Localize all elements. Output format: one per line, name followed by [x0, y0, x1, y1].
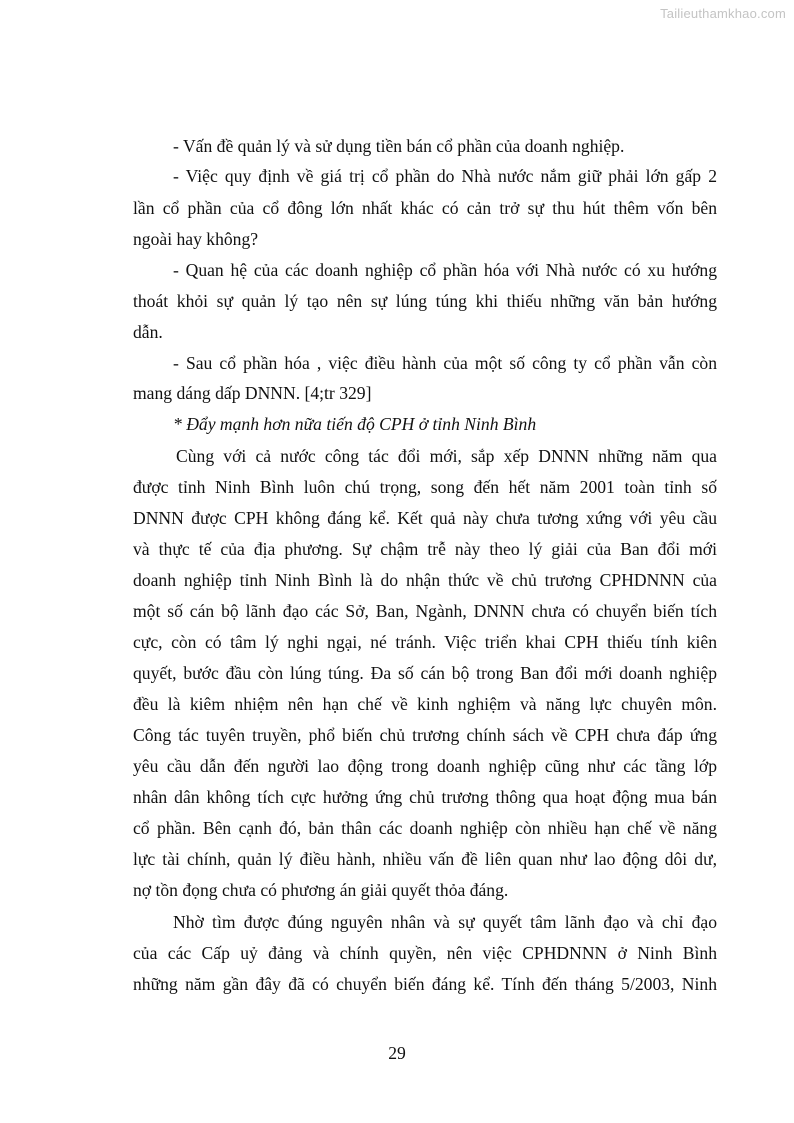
page-number: 29 — [388, 1043, 406, 1063]
text-line: nhân dân không tích cực hưởng ứng chủ trương thông qua hoạt động mua bán — [133, 787, 717, 807]
text-line: đều là kiêm nhiệm nên hạn chế về kinh nghiệm và năng lực chuyên môn. — [133, 694, 717, 714]
text-line: cổ phần. Bên cạnh đó, bản thân các doanh nghiệp còn nhiều hạn chế về năng — [133, 818, 717, 838]
text-line: cực, còn có tâm lý nghi ngại, né tránh. Việc triển khai CPH thiếu tính kiên — [133, 632, 717, 652]
text-line: nợ tồn đọng chưa có phương án giải quyết thỏa đáng. — [133, 880, 509, 900]
text-line: được tỉnh Ninh Bình luôn chú trọng, song đến hết năm 2001 toàn tỉnh số — [133, 477, 717, 497]
text-line: quyết, bước đầu còn lúng túng. Đa số cán bộ trong Ban đổi mới doanh nghiệp — [133, 663, 717, 683]
text-line: lực tài chính, quản lý điều hành, nhiều vấn đề liên quan như lao động dôi dư, — [133, 849, 717, 869]
text-line: - Sau cổ phần hóa , việc điều hành của một số công ty cổ phần vẫn còn — [173, 353, 717, 373]
text-line: doanh nghiệp tỉnh Ninh Bình là do nhận thức về chủ trương CPHDNNN của — [133, 570, 717, 590]
text-line: - Quan hệ của các doanh nghiệp cổ phần hóa với Nhà nước có xu hướng — [173, 260, 717, 280]
text-line: Công tác tuyên truyền, phổ biến chủ trương chính sách về CPH chưa đáp ứng — [133, 725, 717, 745]
text-line: lần cổ phần của cổ đông lớn nhất khác có cản trở sự thu hút thêm vốn bên — [133, 198, 717, 218]
text-line: của các Cấp uỷ đảng và chính quyền, nên việc CPHDNNN ở Ninh Bình — [133, 943, 717, 963]
text-line: - Vấn đề quản lý và sử dụng tiền bán cổ phần của doanh nghiệp. — [173, 136, 625, 156]
text-line: dẫn. — [133, 322, 163, 342]
text-line: Nhờ tìm được đúng nguyên nhân và sự quyết tâm lãnh đạo và chỉ đạo — [173, 912, 717, 932]
text-line: - Việc quy định về giá trị cổ phần do Nhà nước nắm giữ phải lớn gấp 2 — [173, 166, 717, 186]
text-line: một số cán bộ lãnh đạo các Sở, Ban, Ngành, DNNN chưa có chuyển biến tích — [133, 601, 717, 621]
text-line: thoát khỏi sự quản lý tạo nên sự lúng túng khi thiếu những văn bản hướng — [133, 291, 717, 311]
text-line: ngoài hay không? — [133, 229, 259, 249]
watermark: Tailieuthamkhao.com — [660, 6, 786, 21]
text-line: và thực tế của địa phương. Sự chậm trễ này theo lý giải của Ban đổi mới — [133, 539, 717, 559]
text-line: yêu cầu dẫn đến người lao động trong doanh nghiệp cũng như các tầng lớp — [133, 756, 717, 776]
text-line: Cùng với cả nước công tác đổi mới, sắp xếp DNNN những năm qua — [176, 446, 717, 466]
text-line: mang dáng dấp DNNN. [4;tr 329] — [133, 383, 372, 403]
text-line: những năm gần đây đã có chuyển biến đáng kể. Tính đến tháng 5/2003, Ninh — [133, 974, 717, 994]
text-line: DNNN được CPH không đáng kể. Kết quả này chưa tương xứng với yêu cầu — [133, 508, 717, 528]
section-heading: * Đẩy mạnh hơn nữa tiến độ CPH ở tỉnh Ninh Bình — [173, 414, 537, 434]
